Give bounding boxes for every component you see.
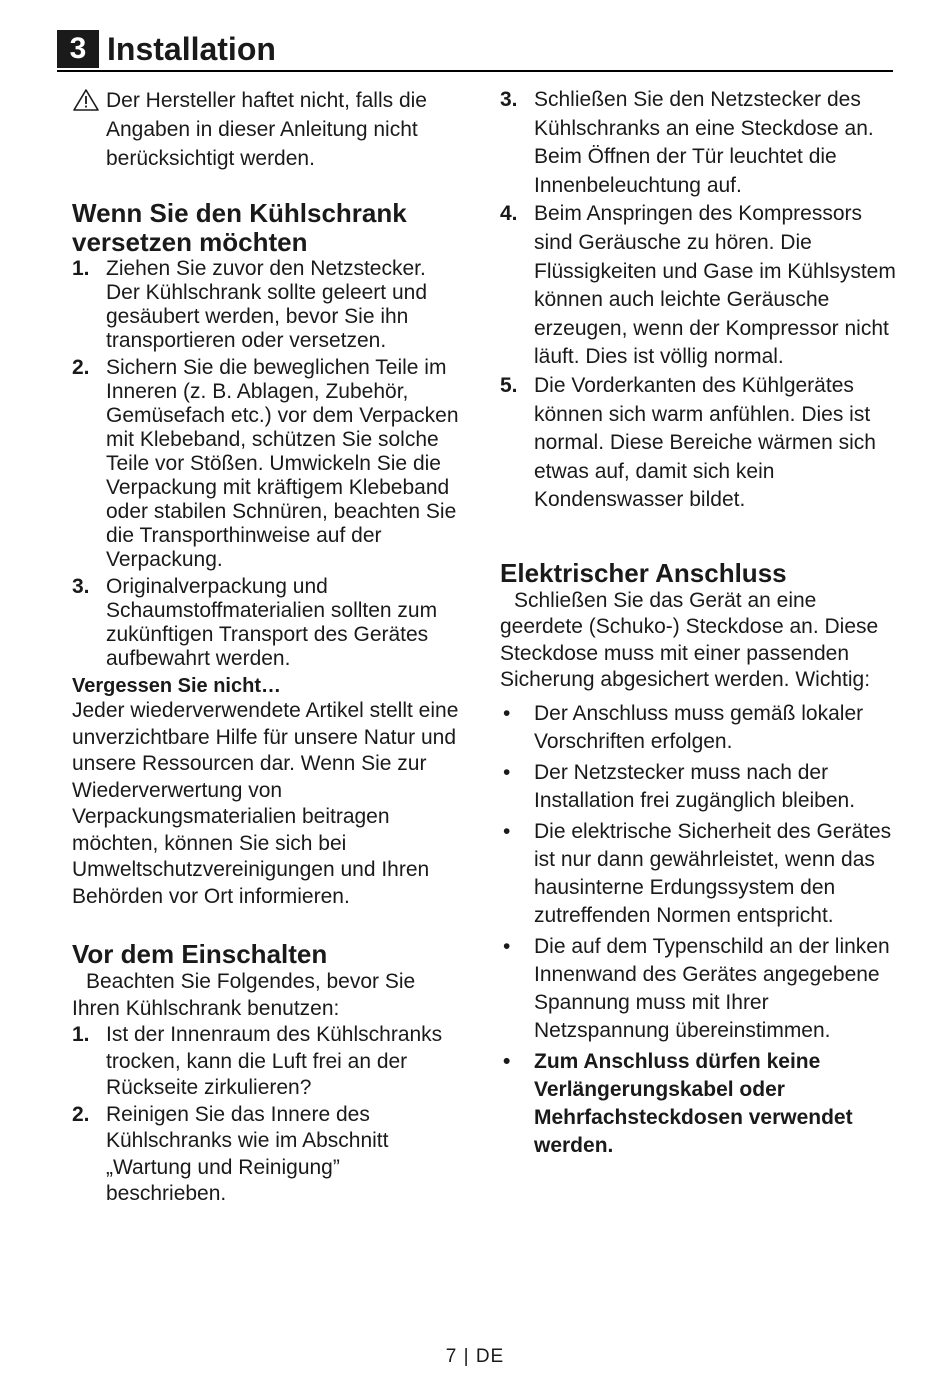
right-column [500, 86, 900, 1163]
page-number: 7 [445, 1346, 458, 1367]
step-text: Originalverpackung und Schaumstoffmaterialien sollten zum zukünftigen Transport des Gerätes aufbewahrt werden. [106, 575, 438, 670]
chapter-title: Installation [107, 31, 276, 67]
bullet-text: Zum Anschluss dürfen keine Verlängerungskabel oder Mehrfachsteckdosen verwendet werden. [534, 1049, 853, 1157]
list-item [500, 700, 900, 756]
list-item [72, 1102, 464, 1208]
note-text: Jeder wiederverwendete Artikel stellt eine unverzichtbare Hilfe für unsere Natur und unsere Ressourcen dar. Wenn Sie zur Wiederverwertung von Verpackungsmaterialien beitragen möchten, können Sie sich bei Umweltschutzvereinigungen und Ihren Behörden vor Ort informieren. [72, 699, 459, 908]
step-text: Ziehen Sie zuvor den Netzstecker. Der Kühlschrank sollte geleert und gesäubert werden, bevor Sie ihn transportieren oder versetzen. [106, 257, 428, 352]
language-code: DE [475, 1346, 505, 1367]
list-item [500, 372, 900, 515]
section-heading-electric: Elektrischer Anschluss [500, 557, 787, 588]
step-number: 2. [72, 1102, 90, 1126]
page-footer [0, 1346, 950, 1368]
list-item [500, 86, 900, 200]
list-item [72, 575, 464, 671]
step-text: Ist der Innenraum des Kühlschranks trocken, kann die Luft frei an der Rückseite zirkulieren? [106, 1023, 443, 1099]
bullet-text: Der Anschluss muss gemäß lokaler Vorschriften erfolgen. [534, 701, 864, 753]
step-text: Die Vorderkanten des Kühlgerätes können sich warm anfühlen. Dies ist normal. Diese Bereiche wärmen sich etwas auf, damit sich kein Kondenswasser bildet. [534, 373, 876, 512]
list-item [72, 1022, 464, 1102]
warning-triangle-icon [72, 88, 100, 112]
warning-note [72, 86, 464, 173]
step-number: 1. [72, 1023, 90, 1046]
bullet-icon: • [503, 934, 511, 958]
list-item [72, 257, 464, 353]
step-text-end: beschrieben. [106, 1182, 227, 1205]
section-heading-before: Vor dem Einschalten [72, 939, 328, 969]
note-heading: Vergessen Sie nicht… [72, 675, 281, 697]
step-number: 3. [72, 575, 90, 598]
electric-intro: Schließen Sie das Gerät an eine geerdete (Schuko-) Steckdose an. Diese Steckdose muss mit einer passenden Sicherung abgesichert werden. Wichtig: [500, 588, 879, 692]
bullet-icon: • [503, 701, 511, 725]
step-number: 2. [72, 356, 90, 379]
chapter-header [57, 30, 893, 72]
step-text: Sichern Sie die beweglichen Teile im Inneren (z. B. Ablagen, Zubehör, Gemüsefach etc.) vor dem Verpacken mit Klebeband, schützen Sie solche Teile vor Stößen. Umwickeln Sie die Verpackung mit kräftigem Klebeband oder stabilen Schnüren, beachten Sie die Transporthinweise auf der Verpackung. [106, 356, 459, 571]
warning-text: Der Hersteller haftet nicht, falls die Angaben in dieser Anleitung nicht berücksichtigt werden. [106, 89, 427, 170]
bullet-text: Die auf dem Typenschild an der linken Innenwand des Gerätes angegebene Spannung muss mit Ihrer Netzspannung übereinstimmen. [534, 934, 890, 1042]
list-item [500, 818, 900, 930]
list-item [500, 200, 900, 372]
section-heading-move: Wenn Sie den Kühlschrank versetzen möchten [72, 198, 407, 257]
bullet-icon: • [503, 819, 511, 843]
step-number: 4. [500, 202, 518, 226]
step-text: Schließen Sie den Netzstecker des Kühlschranks an eine Steckdose an. Beim Öffnen der Tür leuchtet die Innenbeleuchtung auf. [534, 88, 874, 197]
step-number: 1. [72, 257, 90, 280]
section-reference: „Wartung und Reinigung” [106, 1155, 340, 1179]
electric-bullets [500, 700, 900, 1160]
step-number: 5. [500, 373, 518, 397]
before-intro: Beachten Sie Folgendes, bevor Sie Ihren Kühlschrank benutzen: [72, 970, 416, 1020]
bullet-text: Die elektrische Sicherheit des Gerätes ist nur dann gewährleistet, wenn das hausinterne Erdungssystem den zutreffenden Normen entspricht. [534, 819, 892, 927]
bullet-text: Der Netzstecker muss nach der Installation frei zugänglich bleiben. [534, 760, 856, 812]
move-steps-list [72, 257, 464, 671]
bullet-icon: • [503, 760, 511, 784]
list-item-bold [500, 1048, 900, 1160]
list-item [500, 933, 900, 1045]
before-steps-list [72, 1022, 464, 1208]
footer-separator: | [463, 1346, 470, 1367]
step-number: 3. [500, 88, 518, 111]
list-item [72, 356, 464, 572]
bullet-icon: • [503, 1049, 511, 1073]
before-steps-list-continued [500, 86, 900, 515]
chapter-number: 3 [57, 30, 99, 68]
step-text: Reinigen Sie das Innere des Kühlschranks wie im Abschnitt [106, 1102, 389, 1152]
step-text: Beim Anspringen des Kompressors sind Geräusche zu hören. Die Flüssigkeiten und Gase im Kühlsystem können auch leichte Geräusche erzeugen, wenn der Kompressor nicht läuft. Dies ist völlig normal. [534, 202, 896, 369]
left-column [72, 86, 464, 1208]
list-item [500, 759, 900, 815]
